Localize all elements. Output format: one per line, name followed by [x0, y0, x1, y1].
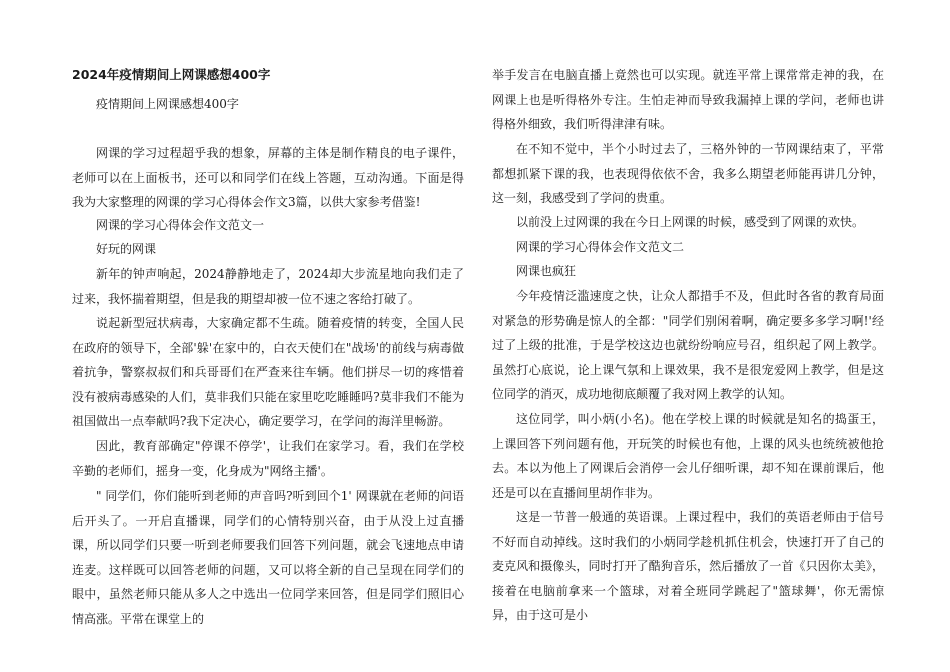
body-paragraph: 举手发言在电脑直播上竟然也可以实现。就连平常上课常常走神的我，在网课上也是听得格外专注。生怕走神而导致我漏掉上课的学问，老师也讲得格外细致，我们听得津津有味。 — [492, 68, 884, 131]
essay-two-title: 网课也疯狂 — [516, 264, 577, 278]
body-paragraph: 以前没上过网课的我在今日上网课的时候，感受到了网课的欢快。 — [516, 215, 865, 229]
body-paragraph: 在不知不觉中，半个小时过去了，三格外钟的一节网课结束了，平常都想抓紧下课的我，也表现得依依不舍，我多么期望老师能再讲几分钟，这一刻，我感受到了学问的贵重。 — [492, 142, 884, 205]
section-heading-essay-two: 网课的学习心得体会作文范文二 — [516, 240, 685, 254]
document-title: 2024年疫情期间上网课感想400字 — [72, 67, 271, 82]
body-paragraph: 这位同学，叫小炳(小名)。他在学校上课的时候就是知名的捣蛋王，上课回答下列问题有他，开玩笑的时候也有他，上课的风头也统统被他抢去。本以为他上了网课后会消停一会儿仔细听课，却不知在课前课后，他还是可以在直播间里胡作非为。 — [492, 412, 884, 500]
body-paragraph: " 同学们，你们能听到老师的声音吗?听到回个1' 网课就在老师的问语后开头了。一开启直播课，同学们的心情特别兴奋，由于从没上过直播课，所以同学们只要一听到老师要我们回答下列问题，就会飞速地点申请连麦。这样既可以回答老师的问题，又可以将全新的自己呈现在同学们的眼中，虽然老师只能从多人之中选出一位同学来回答，但是同学们照旧心情高涨。平常在课堂上的 — [72, 489, 464, 626]
body-paragraph: 这是一节普一般通的英语课。上课过程中，我们的英语老师由于信号不好而自动掉线。这时我们的小炳同学趁机抓住机会，快速打开了自己的麦克风和摄像头，同时打开了酷狗音乐，然后播放了一首《只因你太美》，接着在电脑前拿来一个篮球，对着全班同学跳起了"篮球舞'，你无需惊异，由于这可是小 — [492, 510, 884, 622]
section-heading-essay-one: 网课的学习心得体会作文范文一 — [96, 218, 265, 232]
body-paragraph: 说起新型冠状病毒，大家确定都不生疏。随着疫情的转变，全国人民在政府的领导下，全部'躲'在家中的，白衣天使们在"战场'的前线与病毒做着抗争，警察叔叔们和兵哥哥们在严查来往车辆。他们拼尽一切的疼惜着没有被病毒感染的人们，莫非我们只能在家里吃吃睡睡吗?莫非我们不能为祖国做出一点奉献吗?我下定决心，确定要学习，在学问的海洋里畅游。 — [72, 316, 464, 428]
body-paragraph: 因此，教育部确定"停课不停学'，让我们在家学习。看，我们在学校辛勤的老师们，摇身一变，化身成为"网络主播'。 — [72, 439, 464, 478]
intro-paragraph: 网课的学习过程超乎我的想象，屏幕的主体是制作精良的电子课件，老师可以在上面板书，还可以和同学们在线上答题，互动沟通。下面是得我为大家整理的网课的学习心得体会作文3篇，以供大家参考借鉴! — [72, 146, 464, 209]
essay-one-title: 好玩的网课 — [96, 242, 157, 256]
body-paragraph: 今年疫情泛滥速度之快，让众人都措手不及，但此时各省的教育局面对紧急的形势确是惊人的全都："同学们别闲着啊，确定要多多学习啊!'经过了上级的批准，于是学校这边也就纷纷响应号召，组织起了网上教学。虽然打心底说，论上课气氛和上课效果，我不是很宠爱网上教学，但是这位同学的消灭，成功地彻底颠覆了我对网上教学的认知。 — [492, 289, 884, 401]
subtitle-paragraph: 疫情期间上网课感想400字 — [96, 97, 239, 111]
body-paragraph: 新年的钟声响起，2024静静地走了，2024却大步流星地向我们走了过来，我怀揣着期望，但是我的期望却被一位不速之客给打破了。 — [72, 267, 464, 306]
